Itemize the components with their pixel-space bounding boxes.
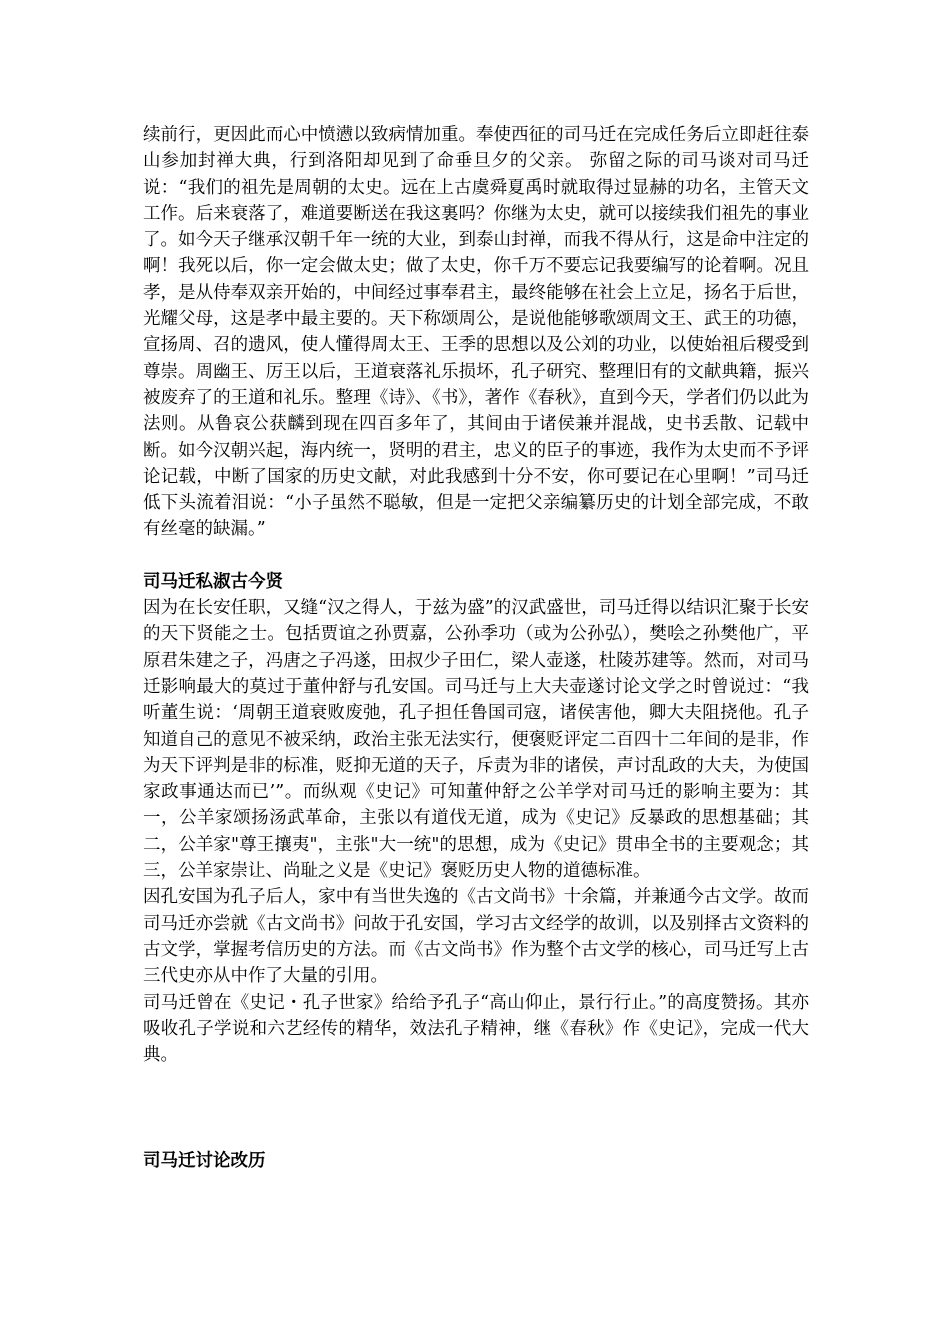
document-body (143, 122, 809, 1175)
paragraph-confucius-praise: 司马迁曾在《史记・孔子世家》给给予孔子“高山仰止，景行行止。”的高度赞扬。其亦吸收孔子学说和六艺经传的精华，效法孔子精神，继《春秋》作《史记》，完成一代大典。 (143, 992, 809, 1066)
paragraph-kong-anguo: 因孔安国为孔子后人，家中有当世失逸的《古文尚书》十余篇，并兼通今古文学。故而司马迁亦尝就《古文尚书》问故于孔安国，学习古文经学的故训，以及别择古文资料的古文学，掌握考信历史的方法。而《古文尚书》作为整个古文学的核心，司马迁写上古三代史亦从中作了大量的引用。 (143, 887, 809, 987)
section-spacer (143, 1068, 809, 1148)
heading-calendar-reform: 司马迁讨论改历 (143, 1151, 266, 1172)
paragraph-dong-zhongshu: 因为在长安任职，又缝“汉之得人，于兹为盛”的汉武盛世，司马迁得以结识汇聚于长安的天下贤能之士。包括贾谊之孙贾嘉，公孙季功（或为公孙弘），樊哙之孙樊他广，平原君朱建之子，冯唐之子冯遂，田叔少子田仁，梁人壶遂，杜陵苏建等。然而，对司马迁影响最大的莫过于董仲舒与孔安国。司马迁与上大夫壶遂讨论文学之时曾说过：“我听董生说：‘周朝王道衰败废弛，孔子担任鲁国司寇，诸侯害他，卿大夫阻挠他。孔子知道自己的意见不被采纳，政治主张无法实行，便褒贬评定二百四十二年间的是非，作为天下评判是非的标准，贬抑无道的天子，斥责为非的诸侯，声讨乱政的大夫，为使国家政事通达而已’”。而纵观《史记》可知董仲舒之公羊学对司马迁的影响主要为：其一，公羊家颂扬汤武革命，主张以有道伐无道，成为《史记》反暴政的思想基础；其二，公羊家"尊王攘夷"，主张"大一统"的思想，成为《史记》贯串全书的主要观念；其三，公羊家崇让、尚耻之义是《史记》褒贬历史人物的道德标准。 (143, 598, 809, 882)
section-spacer (143, 543, 809, 569)
heading-private-study: 司马迁私淑古今贤 (143, 571, 283, 592)
paragraph-father-last-words: 续前行，更因此而心中愤懑以致病情加重。奉使西征的司马迁在完成任务后立即赶往泰山参加封禅大典，行到洛阳却见到了命垂旦夕的父亲。 弥留之际的司马谈对司马迁说：“我们的祖先是周朝的太史。远在上古虞舜夏禹时就取得过显赫的功名，主管天文工作。后来衰落了，难道要断送在我这裏吗？你继为太史，就可以接续我们祖先的事业了。如今天子继承汉朝千年一统的大业，到泰山封禅，而我不得从行，这是命中注定的啊！我死以后，你一定会做太史；做了太史，你千万不要忘记我要编写的论着啊。况且孝，是从侍奉双亲开始的，中间经过事奉君主，最终能够在社会上立足，扬名于后世，光耀父母，这是孝中最主要的。天下称颂周公，是说他能够歌颂周文王、武王的功德，宣扬周、召的遗风，使人懂得周太王、王季的思想以及公刘的功业，以使始祖后稷受到尊崇。周幽王、厉王以后，王道衰落礼乐损坏，孔子研究、整理旧有的文献典籍，振兴被废弃了的王道和礼乐。整理《诗》、《书》，著作《春秋》，直到今天，学者们仍以此为法则。从鲁哀公获麟到现在四百多年了，其间由于诸侯兼并混战，史书丢散、记载中断。如今汉朝兴起，海内统一，贤明的君主，忠义的臣子的事迹，我作为太史而不予评论记载，中断了国家的历史文献，对此我感到十分不安，你可要记在心里啊！”司马迁低下头流着泪说：“小子虽然不聪敏，但是一定把父亲编纂历史的计划全部完成，不敢有丝毫的缺漏。” (143, 125, 809, 540)
